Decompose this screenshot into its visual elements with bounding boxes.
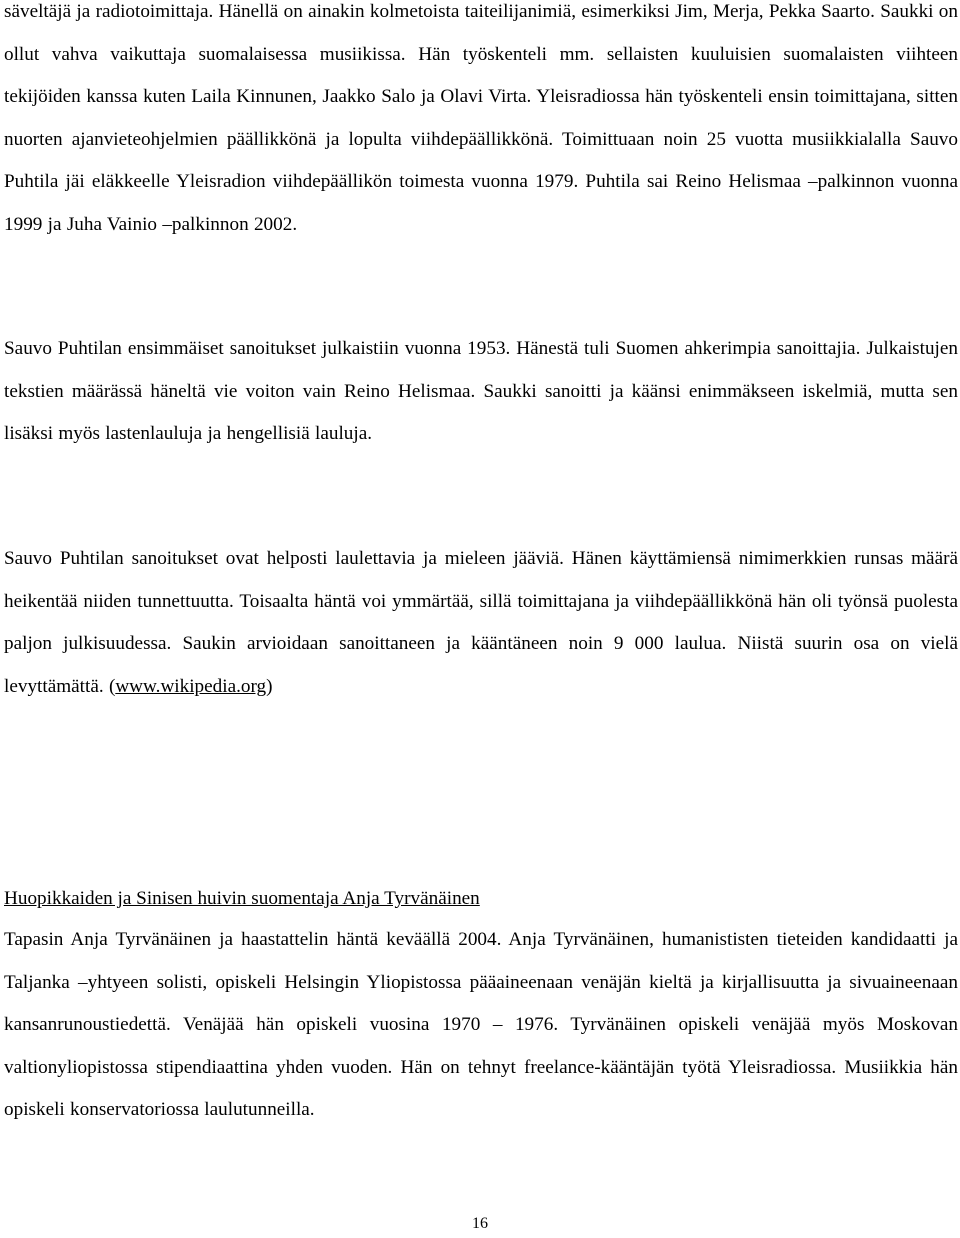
paragraph-saukki-style-text: Sauvo Puhtilan sanoitukset ovat helposti laulettavia ja mieleen jääviä. Hänen käyttämiensä nimimerkkien runsas määrä heikentää niiden tunnettuutta. Toisaalta häntä voi ymmärtää, sillä toimittajana ja viihdepäällikkönä hän oli työnsä puolesta paljon julkisuudessa. Saukin arvioidaan sanoittaneen ja kääntäneen noin 9 000 laulua. Niistä suurin osa on vielä levyttämättä. xyxy=(4,548,958,697)
paragraph-anja-tyrvanainen: Tapasin Anja Tyrvänäinen ja haastattelin häntä keväällä 2004. Anja Tyrvänäinen, humanististen tieteiden kandidaatti ja Taljanka –yhtyeen solisti, opiskeli Helsingin Yliopistossa pääaineenaan venäjän kieltä ja kirjallisuutta ja sivuaineenaan kansanrunoustiedettä. Venäjää hän opiskeli vuosina 1970 – 1976. Tyrvänäinen opiskeli venäjää myös Moskovan valtionyliopistossa stipendiaattina yhden vuoden. Hän on tehnyt freelance-kääntäjän työtä Yleisradiossa. Musiikkia hän opiskeli konservatoriossa laulutunneilla. xyxy=(4,929,958,1121)
paragraph-saukki-lyrics: Sauvo Puhtilan ensimmäiset sanoitukset julkaistiin vuonna 1953. Hänestä tuli Suomen ahkerimpia sanoittajia. Julkaistujen tekstien määrässä häneltä vie voiton vain Reino Helismaa. Saukki sanoitti ja käänsi enimmäkseen iskelmiä, mutta sen lisäksi myös lastenlauluja ja hengellisiä lauluja. xyxy=(4,338,958,445)
page-number: 16 xyxy=(472,1215,488,1232)
source-open-paren: ( xyxy=(108,675,116,697)
paragraph-saukki-style xyxy=(4,538,958,708)
source-close-paren: ) xyxy=(266,675,273,697)
source-link[interactable]: www.wikipedia.org xyxy=(115,675,267,697)
paragraph-saukki-career: säveltäjä ja radiotoimittaja. Hänellä on ainakin kolmetoista taiteilijanimiä, esimerkiksi Jim, Merja, Pekka Saarto. Saukki on ollut vahva vaikuttaja suomalaisessa musiikissa. Hän työskenteli mm. sellaisten kuuluisien suomalaisten viihteen tekijöiden kanssa kuten Laila Kinnunen, Jaakko Salo ja Olavi Virta. Yleisradiossa hän työskenteli ensin toimittajana, sitten nuorten ajanvieteohjelmien päällikkönä ja lopulta viihdepäällikkönä. Toimittuaan noin 25 vuotta musiikkialalla Sauvo Puhtila jäi eläkkeelle Yleisradion viihdepäällikön toimesta vuonna 1979. Puhtila sai Reino Helismaa –palkinnon vuonna 1999 ja Juha Vainio –palkinnon 2002. xyxy=(4,1,958,235)
section-heading: Huopikkaiden ja Sinisen huivin suomentaja Anja Tyrvänäinen xyxy=(4,888,480,909)
